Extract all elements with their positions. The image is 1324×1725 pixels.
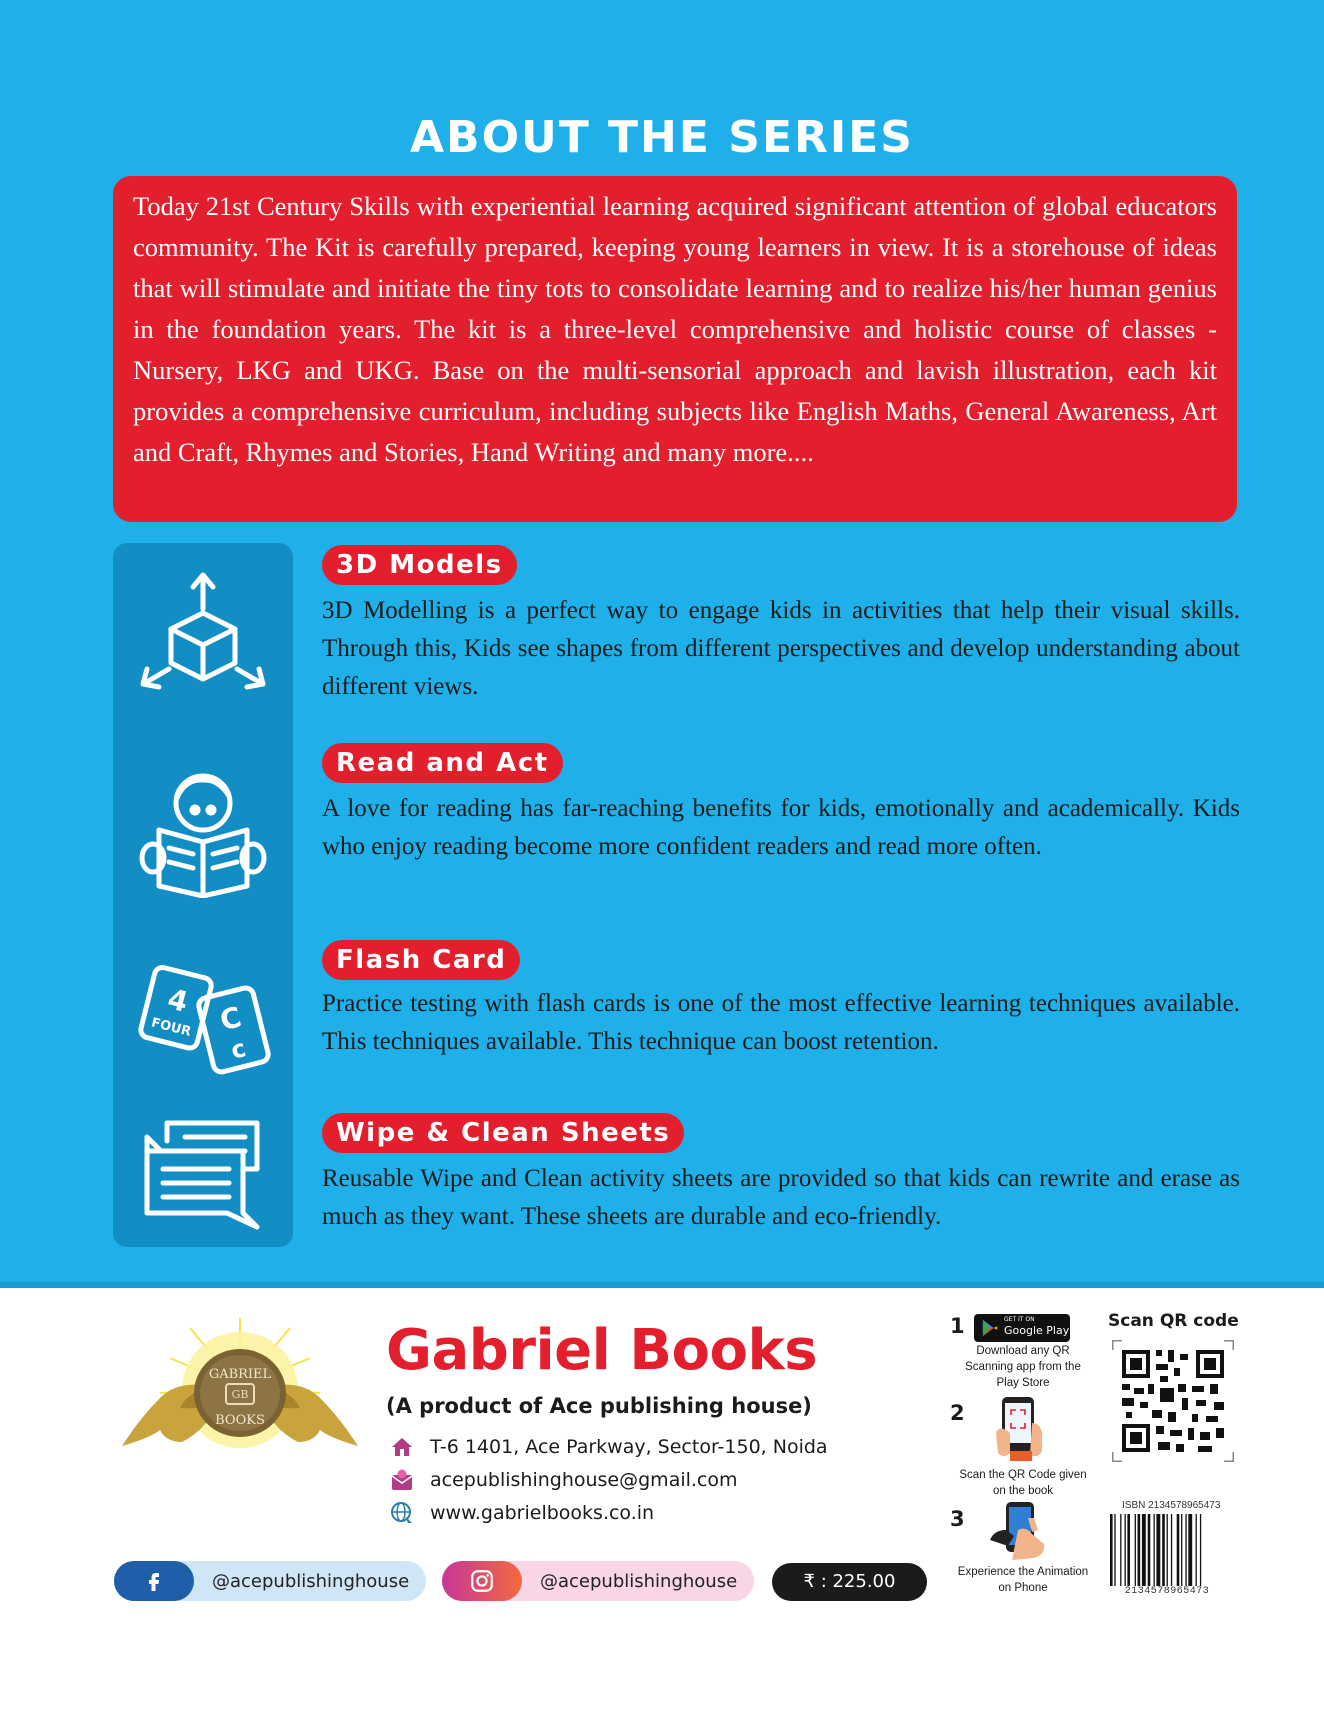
barcode-bar [1171,1514,1172,1586]
flashcard-word: FOUR [149,1015,193,1040]
step-1-number: 1 [950,1314,965,1338]
child-reading-icon [133,758,273,898]
step-3-number: 3 [950,1507,965,1531]
feature-text-flash-card: Practice testing with flash cards is one of the most effective learning techniques available. This techniques available. This technique can boost retention. [322,990,1240,1055]
barcode-bar [1154,1514,1155,1586]
step-1-caption: Download any QR Scanning app from the Play Store [965,1345,1081,1389]
google-play-line1: GET IT ON [1004,1316,1035,1323]
website-text[interactable]: www.gabrielbooks.co.in [430,1502,655,1524]
play-store-icon [981,1319,999,1337]
feature-title-3d-models: 3D Models [322,545,517,585]
feature-title-read-and-act: Read and Act [322,743,563,783]
email-text[interactable]: acepublishinghouse@gmail.com [430,1469,738,1491]
facebook-icon [114,1561,194,1601]
barcode-bar [1125,1514,1126,1586]
blue-edge [0,1282,1324,1288]
flash-card-icon [133,948,273,1088]
barcode-bar [1110,1514,1113,1586]
contact-email[interactable] [390,1466,738,1494]
feature-text-3d-models: 3D Modelling is a perfect way to engage kids in activities that help their visual skills. Through this, Kids see shapes from different perspectives and develop understanding about different views. [322,597,1240,700]
about-box [113,176,1237,522]
globe-icon [390,1501,414,1525]
feature-title-flash-card: Flash Card [322,940,520,980]
chat-sheets-icon [133,1111,273,1251]
facebook-handle[interactable]: @acepublishinghouse [212,1570,410,1592]
barcode-bar [1196,1514,1197,1586]
contact-address [390,1433,828,1461]
barcode-bar [1138,1514,1141,1586]
barcode-bar [1114,1514,1115,1586]
feature-title-wipe-clean: Wipe & Clean Sheets [322,1113,684,1153]
section-heading: ABOUT THE SERIES [409,112,914,163]
qr-label: Scan QR code [1108,1311,1239,1331]
qr-code[interactable] [1112,1340,1234,1462]
logo-monogram: GB [231,1388,249,1401]
phone-animation-icon [988,1500,1052,1562]
barcode-bar [1127,1514,1130,1586]
price-tag: ₹ : 225.00 [772,1563,927,1601]
instagram-handle[interactable]: @acepublishinghouse [540,1570,738,1592]
flashcard-number: 4 [164,982,192,1019]
barcode [1108,1514,1226,1594]
brand-name: Gabriel Books [386,1318,818,1383]
google-play-line2: Google Play [1004,1324,1070,1337]
feature-icon-panel [113,543,293,1247]
feature-text-wipe-clean: Reusable Wipe and Clean activity sheets are provided so that kids can rewrite and erase as much as they want. These sheets are durable and eco-friendly. [322,1165,1240,1230]
flashcard-letter-lower: c [228,1034,249,1065]
contact-website[interactable] [390,1499,654,1527]
barcode-bar [1156,1514,1160,1586]
flashcard-letter-upper: C [216,1000,245,1038]
barcode-bar [1142,1514,1146,1586]
about-text: Today 21st Century Skills with experiential learning acquired significant attention of global educators community. The Kit is carefully prepared, keeping young learners in view. It is a storehouse of ideas that will stimulate and initiate the tiny tots to consolidate learning and to realize his/her human genius in the foundation years. The kit is a three-level comprehensive and holistic course of classes - Nursery, LKG and UKG. Base on the multi-sensorial approach and lavish illustration, each kit provides a comprehensive curriculum, including subjects like English Maths, General Awareness, Art and Craft, Rhymes and Stories, Hand Writing and many more.... [133,191,1217,467]
feature-text-read-and-act: A love for reading has far-reaching benefits for kids, emotionally and academically. Kids who enjoy reading become more confident readers and read more often. [322,795,1240,860]
barcode-number: 2134578965473 [1108,1586,1226,1597]
instagram-icon [442,1561,522,1601]
phone-scan-icon [994,1393,1048,1463]
gabriel-books-logo [120,1318,360,1468]
logo-top-text: GABRIEL [208,1367,272,1382]
step-2-number: 2 [950,1401,965,1425]
logo-bottom-text: BOOKS [215,1413,265,1428]
facebook-pill[interactable] [114,1561,426,1601]
step-3-caption: Experience the Animation on Phone [957,1566,1089,1594]
cube-3d-icon [133,561,273,701]
address-text: T-6 1401, Ace Parkway, Sector-150, Noida [430,1436,828,1458]
google-play-badge[interactable] [974,1314,1070,1342]
instagram-pill[interactable] [442,1561,754,1601]
home-icon [390,1435,414,1459]
barcode-bar [1120,1514,1121,1586]
barcode-bar [1185,1514,1186,1586]
barcode-bar [1177,1514,1180,1586]
step-2-caption: Scan the QR Code given on the book [959,1469,1087,1497]
barcode-bar [1188,1514,1192,1586]
barcode-bar [1148,1514,1151,1586]
barcode-bar [1135,1514,1136,1586]
barcode-bar [1162,1514,1165,1586]
barcode-bar [1200,1514,1201,1586]
email-icon [390,1468,414,1492]
brand-subtitle: (A product of Ace publishing house) [386,1394,812,1418]
barcode-bar [1181,1514,1182,1586]
isbn-label: ISBN 2134578965473 [1122,1500,1221,1511]
barcode-bar [1167,1514,1168,1586]
